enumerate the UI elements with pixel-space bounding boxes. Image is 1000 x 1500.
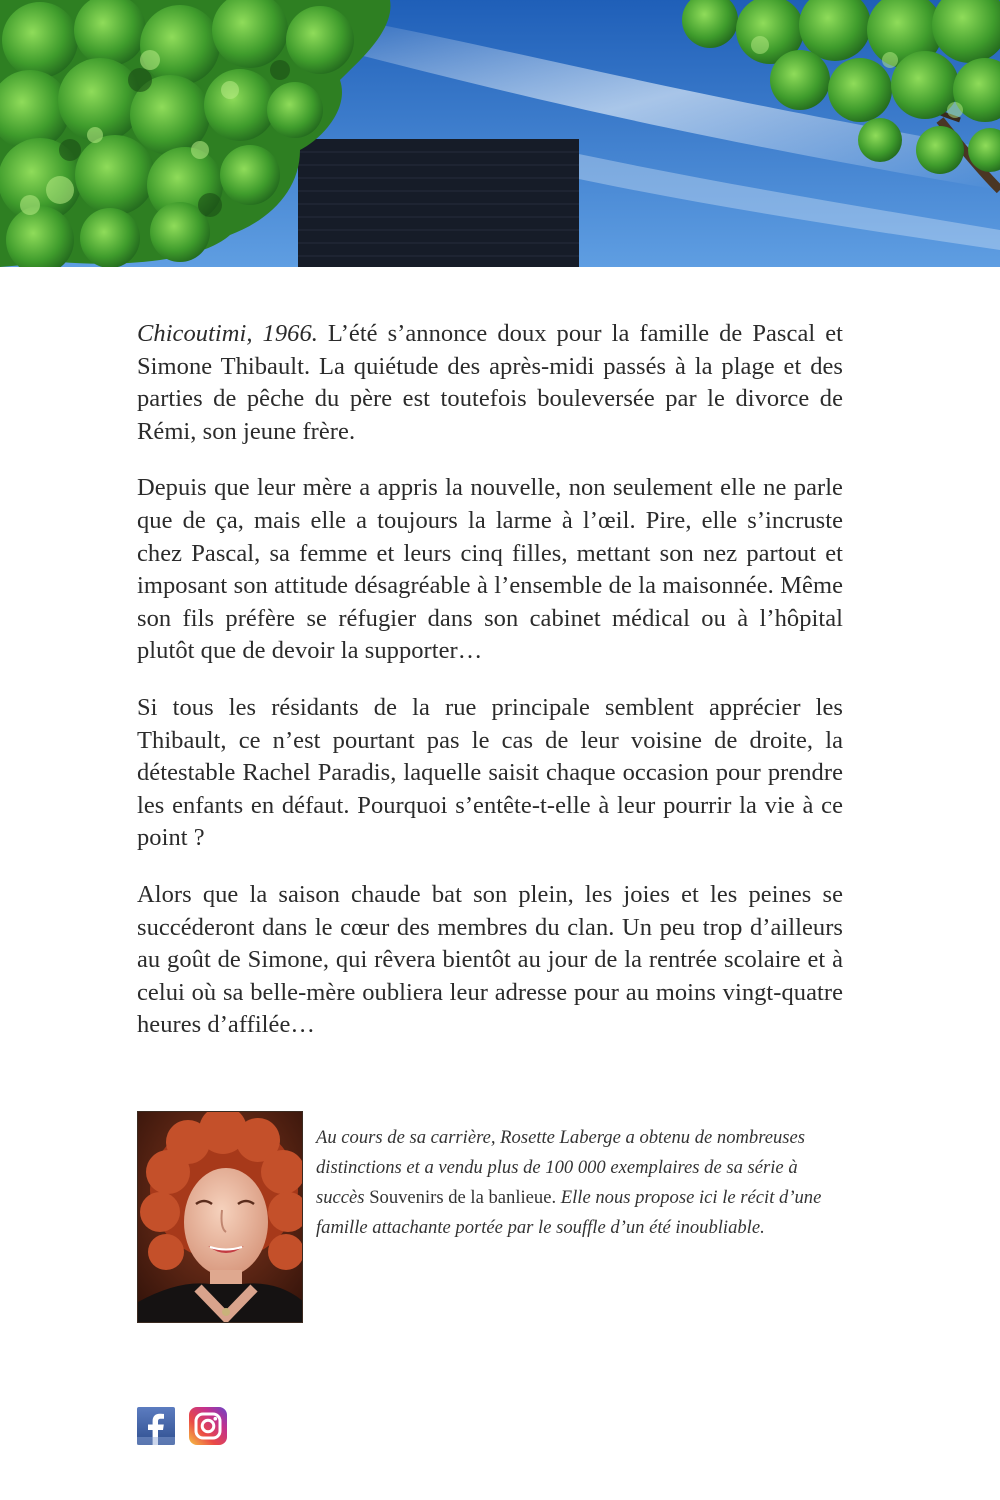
- synopsis-paragraph-1: Chicoutimi, 1966. L’été s’annonce doux pour la famille de Pascal et Simone Thibault. La quiétude des après-midi passés à la plage et des parties de pêche du père est toutefois bouleversée par le divorce de Rémi, son jeune frère.: [137, 320, 843, 445]
- author-photo: [137, 1111, 303, 1323]
- social-links: [137, 1407, 227, 1445]
- synopsis-paragraph-4: Alors que la saison chaude bat son plein, les joies et les peines se succéderont dans le cœur des membres du clan. Un peu trop d’ailleurs au goût de Simone, qui rêvera bientôt au jour de la rentrée scolaire et à celui où sa belle-mère oubliera leur adresse pour au moins vingt-quatre heures d’affilée…: [137, 880, 843, 1039]
- building: [298, 139, 579, 267]
- facebook-icon[interactable]: [137, 1407, 175, 1445]
- back-cover-synopsis: [137, 318, 843, 1066]
- synopsis-paragraph-3: Si tous les résidants de la rue principale semblent apprécier les Thibault, ce n’est pourtant pas le cas de leur voisine de droite, la détestable Rachel Paradis, laquelle saisit chaque occasion pour prendre les enfants en défaut. Pourquoi s’entête-t-elle à leur pourrir la vie à ce point ?: [137, 693, 843, 852]
- instagram-icon[interactable]: [189, 1407, 227, 1445]
- synopsis-paragraph-2: Depuis que leur mère a appris la nouvelle, non seulement elle ne parle que de ça, mais elle a toujours la larme à l’œil. Pire, elle s’incruste chez Pascal, sa femme et leurs cinq filles, mettant son nez partout et imposant son attitude désagréable à l’ensemble de la maisonnée. Même son fils préfère se réfugier dans son cabinet médical ou à l’hôpital plutôt que de devoir la supporter…: [137, 474, 843, 665]
- series-title: Souvenirs de la banlieue.: [369, 1187, 557, 1208]
- place-date: Chicoutimi, 1966.: [137, 320, 318, 347]
- author-biography: Au cours de sa carrière, Rosette Laberge a obtenu de nombreuses distinctions et a vendu plus de 100 000 exemplaires de sa série à succès Souvenirs de la banlieue. Elle nous propose ici le récit d’une famille attachante portée par le souffle d’un été inoubliable.: [316, 1127, 822, 1238]
- cover-illustration: [0, 0, 1000, 267]
